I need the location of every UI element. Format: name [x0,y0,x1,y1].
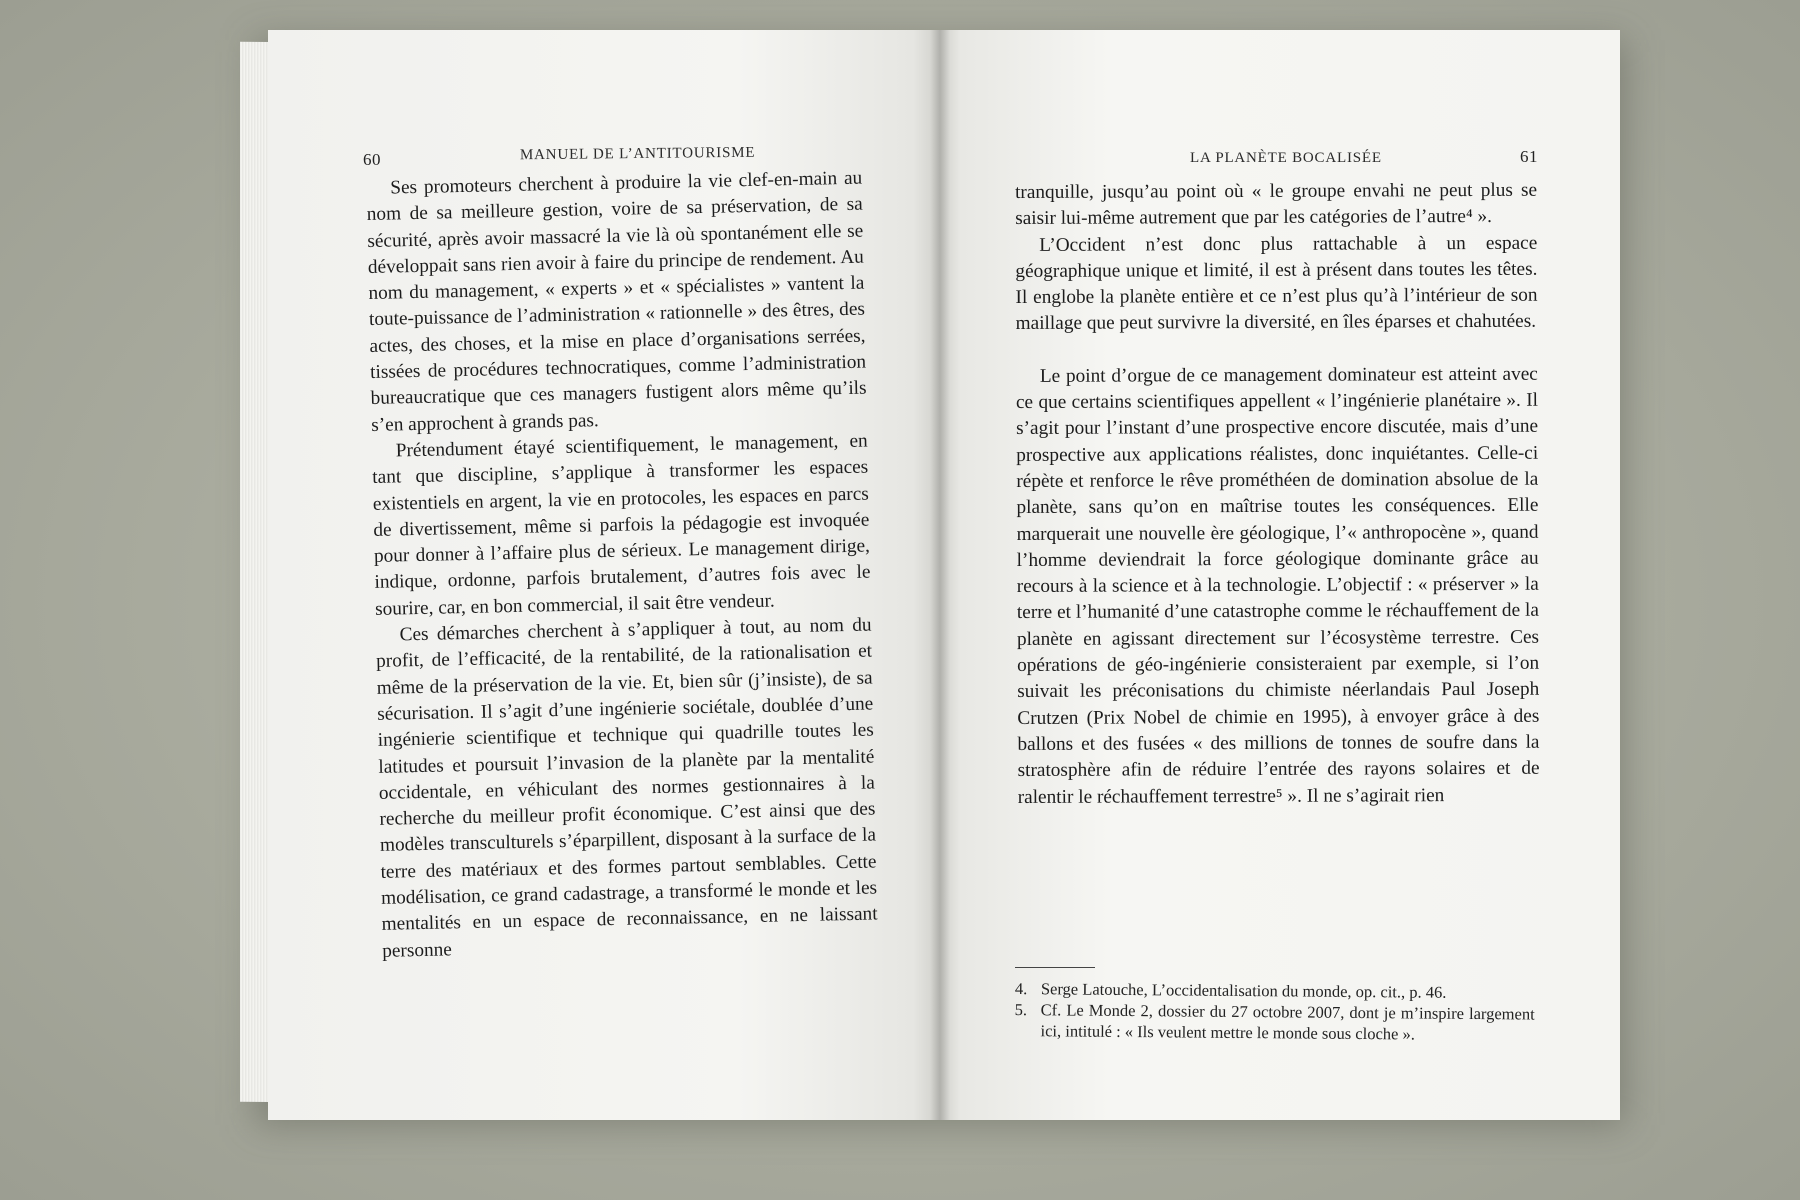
paragraph: Ces démarches cherchent à s’appliquer à tout, au nom du profit, de l’efficacité, de la rentabilité, de la rationalisation et même de la préservation de la vie. Et, bien sûr (j’insiste), de sa sécurisation. Il s’agit d’une ingénierie sociétale, doublée d’une ingénierie scientifique et technique qui quadrille toutes les latitudes et poursuit l’invasion de la planète par la mentalité occidentale, en véhiculant des normes gestionnaires à la recherche du meilleur profit économique. C’est ainsi que des modèles transculturels s’éparpillent, disposant à la surface de la terre des matériaux et des formes partout semblables. Cette modélisation, ce grand cadastrage, a transformé le monde et les mentalités en un espace de reconnaissance, en ne laissant personne [375,614,878,962]
footnotes [1014,978,1535,1046]
left-page [268,30,940,1120]
footnote-number: 4. [1014,978,1028,999]
right-page-number: 61 [1520,147,1538,166]
right-body-text [1015,178,1540,811]
left-running-title: MANUEL DE L’ANTITOURISME [519,144,756,164]
left-body-text [366,166,878,965]
footnote-separator [1015,967,1095,968]
book-gutter [930,30,950,1120]
paragraph: tranquille, jusqu’au point où « le groupe envahi ne peut plus se saisir lui-même autrement que par les catégories de l’autre⁴ ». [1015,179,1538,230]
right-page [940,30,1620,1120]
left-running-head [268,110,940,169]
footnote [1014,999,1534,1046]
left-page-number: 60 [363,150,381,169]
paragraph: Le point d’orgue de ce management dominateur est atteint avec ce que certains scientifiques appellent « l’ingénierie planétaire ». Il s’agit pour l’instant d’une prospective encore discutée, mais d’une prospective aux applications réalistes, donc inquiétantes. Celle-ci répète et renforce le rêve prométhéen de domination absolue de la planète, sans qu’on en maîtrise toutes les conséquences. Elle marquerait une nouvelle ère géologique, l’« anthropocène », quand l’homme deviendrait la force géologique dominante grâce au recours à la science et à la technologie. L’objectif : « préserver » la terre et l’humanité d’une catastrophe comme le réchauffement de la planète en agissant directement sur l’écosystème terrestre. Ces opérations de géo-ingénierie consisteraient par exemple, si l’on suivait les préconisations du chimiste néerlandais Paul Joseph Crutzen (Prix Nobel de chimie en 1995), à envoyer grâce à des ballons et des fusées « des millions de tonnes de soufre dans la stratosphère afin de réduire l’entrée des rayons solaires et de ralentir le réchauffement terrestre⁵ ». Il ne s’agirait rien [1015,363,1540,808]
right-running-title: LA PLANÈTE BOCALISÉE [1190,150,1382,166]
footnote-text: Serge Latouche, L’occidentalisation du monde, op. cit., p. 46. [1040,979,1447,1002]
paragraph: L’Occident n’est donc plus rattachable à un espace géographique unique et limité, il est à présent dans toutes les têtes. Il englobe la planète entière et ce n’est plus qu’à l’intérieur de son maillage que peut survivre la diversité, en îles éparses et chahutées. [1015,232,1538,335]
paragraph: Ses promoteurs cherchent à produire la vie clef-en-main au nom de sa meilleure gestion, voire de sa préservation, de sa sécurité, après avoir massacré la vie là où spontanément elle se développait sans rien avoir à faire du principe de rendement. Au nom du management, « experts » et « spécialistes » vantent la toute-puissance de l’administration « rationnelle » des êtres, des actes, des choses, et la mise en place d’organisations serrées, tissées de procédures technocratiques, comme l’administration bureaucratique que ces managers fustigent alors même qu’ils s’en approchent à grands pas. [366,167,867,436]
right-running-head [940,110,1620,166]
footnote-number: 5. [1014,999,1028,1020]
paragraph: Prétendument étayé scientifiquement, le management, en tant que discipline, s’applique à transformer les espaces existentiels en argent, la vie en protocoles, les espaces en parcs de divertissement, même si parfois la pédagogie est invoquée pour donner à l’affaire plus de sérieux. Le management dirige, indique, ordonne, parfois brutalement, d’autres fois avec le sourire, car, en bon commercial, il sait être vendeur. [372,430,871,620]
footnote-text: Cf. Le Monde 2, dossier du 27 octobre 2007, dont je m’inspire largement ici, intitulé : « Ils veulent mettre le monde sous cloche ». [1040,1000,1535,1044]
